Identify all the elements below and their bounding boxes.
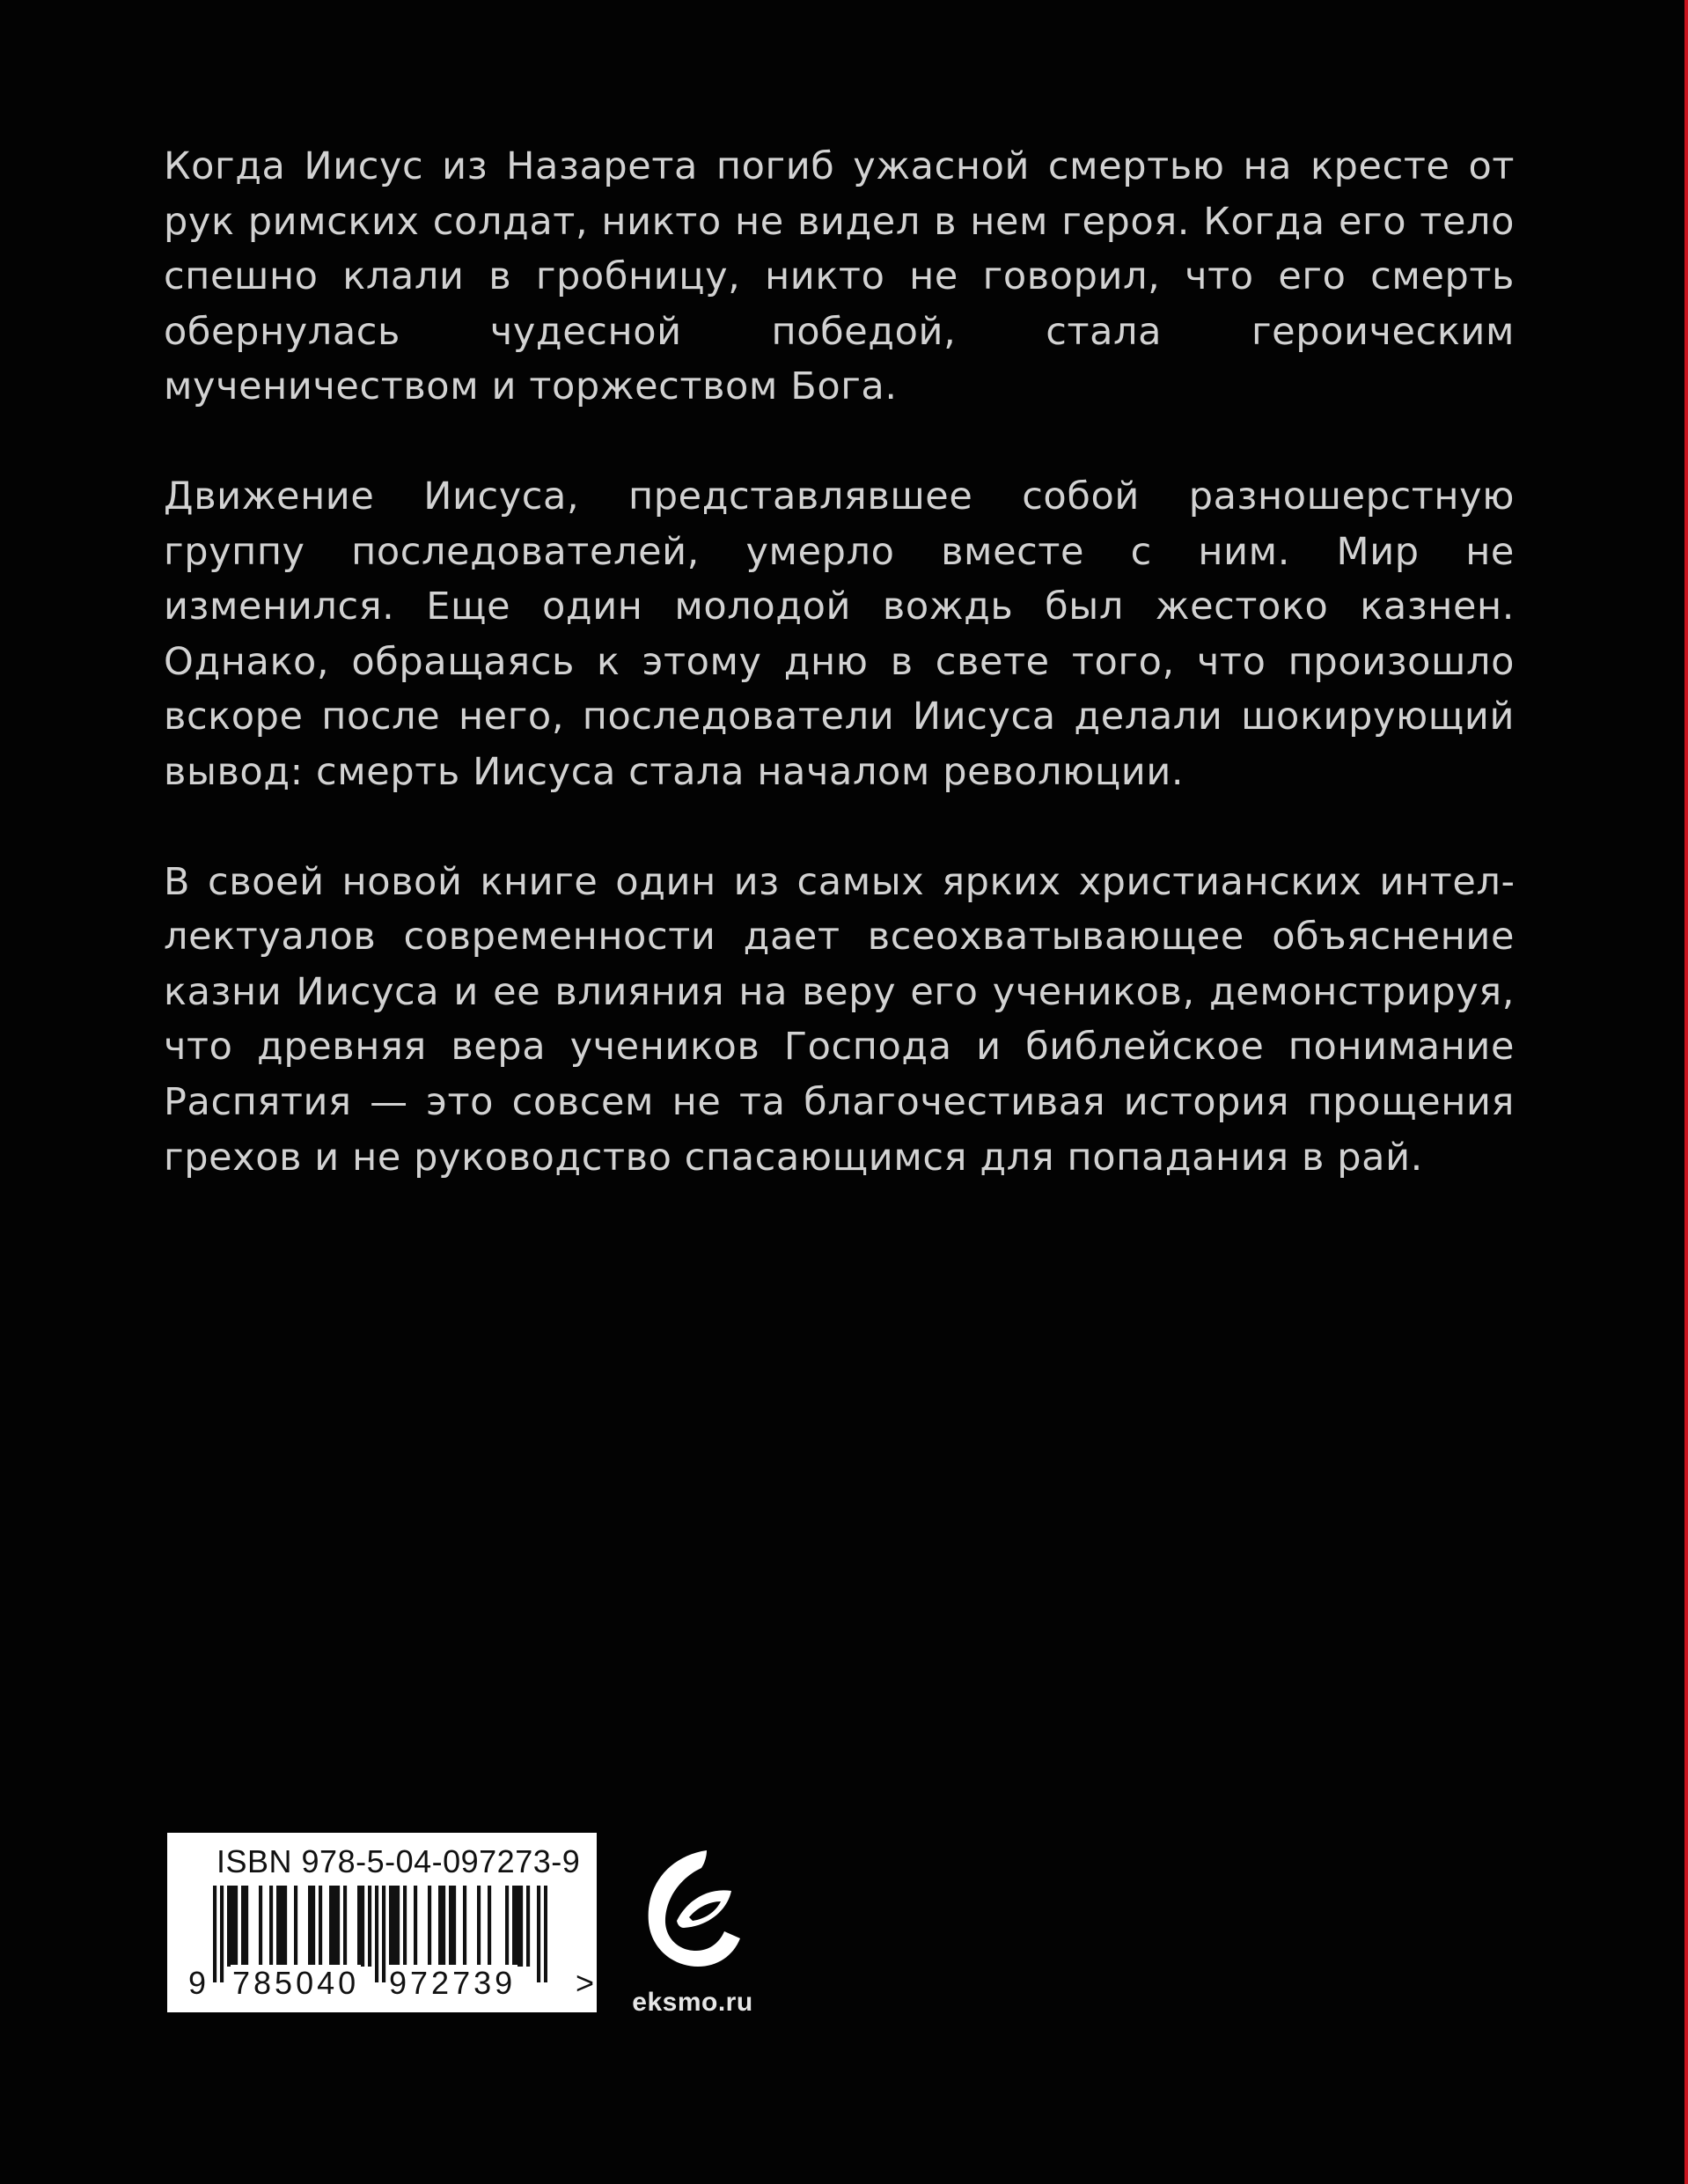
barcode-bar: [336, 1886, 340, 1967]
ean-first-digit: 9: [188, 1965, 207, 2001]
barcode-bar: [452, 1886, 456, 1967]
barcode-bar: [227, 1886, 231, 1967]
paragraph-3: В своей новой книге один из самых ярких христианских интеллектуалов современности дает всеохватывающее объяснение казни Иисуса и ее влияния на веру его учеников, демонстрируя, что древняя вера учеников Господа и библейское понимание Распятия — это совсем не та благочестивая история прощения грехов и не руководство спасающимся для попадания в рай.: [164, 859, 1515, 1180]
eksmo-logo-icon: [643, 1847, 742, 1970]
barcode-bar: [463, 1886, 466, 1967]
barcode-bar: [477, 1886, 481, 1967]
ean-arrow: >: [576, 1965, 595, 2001]
ean-digits: [187, 1965, 595, 2005]
barcode-bar: [449, 1886, 452, 1967]
barcode-bar: [488, 1886, 491, 1967]
barcode-bar: [294, 1886, 297, 1967]
barcode-bar: [526, 1886, 530, 1967]
ean-left-group: 785040: [232, 1965, 360, 2001]
barcode-bar: [259, 1886, 262, 1967]
isbn-label: ISBN 978-5-04-097273-9: [217, 1843, 581, 1879]
publisher-site: eksmo.ru: [632, 1988, 753, 2017]
barcode-bar: [428, 1886, 431, 1967]
barcode-bar: [241, 1886, 245, 1967]
barcode-bar: [280, 1886, 283, 1967]
barcode-bar: [343, 1886, 347, 1967]
paragraph-1: Когда Иисус из Назарета погиб ужасной смертью на кресте от рук римских солдат, никто не видел в нем героя. Когда его тело спешно клали в гробницу, никто не говорил, что его смерть обернулась чудесной победой, стала героическим мученичеством и торжеством Бога.: [164, 144, 1515, 409]
barcode-bar: [319, 1886, 322, 1967]
barcode-bar: [269, 1886, 273, 1967]
barcode-bar: [312, 1886, 315, 1967]
barcode-bar: [368, 1886, 371, 1967]
barcode-bar: [414, 1886, 417, 1967]
barcode-bar: [442, 1886, 445, 1967]
barcode-bar: [333, 1886, 336, 1967]
annotation-text: [164, 139, 1515, 1239]
barcode-bar: [234, 1886, 238, 1967]
barcode-bar: [329, 1886, 333, 1967]
barcode-bar: [245, 1886, 248, 1967]
barcode-bar: [438, 1886, 442, 1967]
paragraph-2: Движение Иисуса, представлявшее собой разношерстную группу последователей, умерло вместе с ним. Мир не изменился. Еще один молодой вождь был жестоко казнен. Однако, обращаясь к этому дню в свете того, что произошло вскоре после него, последователи Иисуса делали шокирующий вывод: смерть Иисуса стала началом революции.: [164, 474, 1515, 794]
barcode-bar: [516, 1886, 519, 1967]
barcode-bar: [396, 1886, 400, 1967]
isbn-barcode: [167, 1833, 597, 2012]
barcode-bar: [357, 1886, 361, 1967]
barcode-bar: [519, 1886, 523, 1967]
barcode-bar: [389, 1886, 393, 1967]
ean-right-group: 972739: [389, 1965, 517, 2001]
barcode-bar: [512, 1886, 516, 1967]
barcode-bar: [361, 1886, 364, 1967]
barcode-bar: [308, 1886, 312, 1967]
barcode-bar: [505, 1886, 509, 1967]
barcode-bar: [393, 1886, 396, 1967]
barcode-bar: [231, 1886, 234, 1967]
red-spine-edge: [1684, 0, 1688, 2184]
barcode-bar: [283, 1886, 287, 1967]
barcode-bar: [276, 1886, 280, 1967]
barcode-bar: [403, 1886, 407, 1967]
